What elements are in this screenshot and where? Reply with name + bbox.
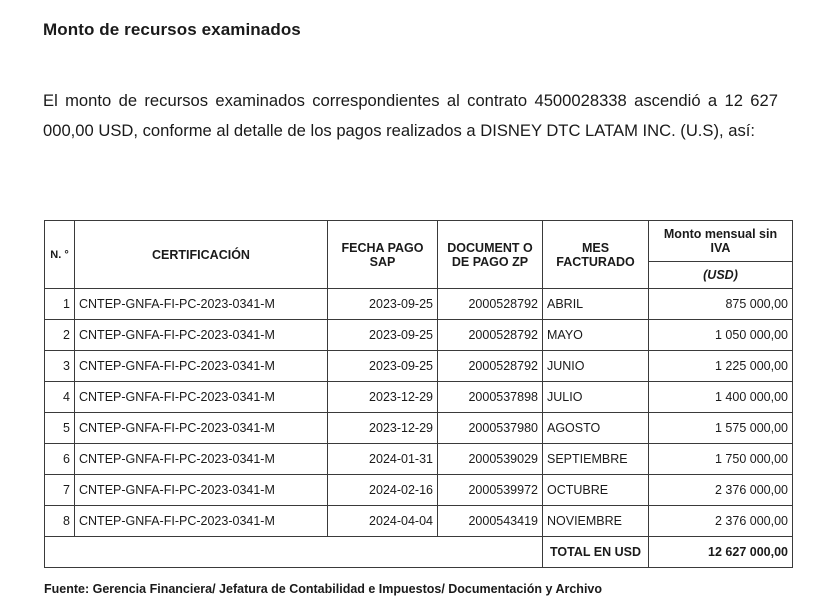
- row-mes-facturado: ABRIL: [543, 289, 649, 320]
- row-mes-facturado: JULIO: [543, 382, 649, 413]
- row-mes-facturado: JUNIO: [543, 351, 649, 382]
- row-number: 3: [45, 351, 75, 382]
- total-row: [45, 537, 793, 568]
- row-certificacion: CNTEP-GNFA-FI-PC-2023-0341-M: [75, 506, 328, 537]
- row-documento-pago: 2000539029: [438, 444, 543, 475]
- row-certificacion: CNTEP-GNFA-FI-PC-2023-0341-M: [75, 320, 328, 351]
- row-number: 4: [45, 382, 75, 413]
- row-number: 5: [45, 413, 75, 444]
- table-row: [45, 444, 793, 475]
- row-documento-pago: 2000537898: [438, 382, 543, 413]
- row-monto: 1 050 000,00: [649, 320, 793, 351]
- table-row: [45, 351, 793, 382]
- table-row: [45, 413, 793, 444]
- row-monto: 1 400 000,00: [649, 382, 793, 413]
- row-documento-pago: 2000543419: [438, 506, 543, 537]
- header-documento-pago: DOCUMENT O DE PAGO ZP: [438, 221, 543, 289]
- row-monto: 2 376 000,00: [649, 506, 793, 537]
- row-certificacion: CNTEP-GNFA-FI-PC-2023-0341-M: [75, 382, 328, 413]
- row-certificacion: CNTEP-GNFA-FI-PC-2023-0341-M: [75, 413, 328, 444]
- table-row: [45, 289, 793, 320]
- row-number: 8: [45, 506, 75, 537]
- table-row: [45, 320, 793, 351]
- intro-paragraph: El monto de recursos examinados correspondientes al contrato 4500028338 ascendió a 12 627 000,00 USD, conforme al detalle de los pagos realizados a DISNEY DTC LATAM INC. (U.S), así:: [43, 91, 778, 140]
- row-number: 1: [45, 289, 75, 320]
- row-mes-facturado: NOVIEMBRE: [543, 506, 649, 537]
- table-row: [45, 506, 793, 537]
- row-certificacion: CNTEP-GNFA-FI-PC-2023-0341-M: [75, 289, 328, 320]
- row-documento-pago: 2000537980: [438, 413, 543, 444]
- row-mes-facturado: AGOSTO: [543, 413, 649, 444]
- row-mes-facturado: OCTUBRE: [543, 475, 649, 506]
- payments-table: [44, 220, 793, 568]
- total-label: TOTAL EN USD: [543, 537, 649, 568]
- row-monto: 1 750 000,00: [649, 444, 793, 475]
- row-fecha-pago: 2023-09-25: [328, 289, 438, 320]
- row-number: 6: [45, 444, 75, 475]
- row-fecha-pago: 2024-04-04: [328, 506, 438, 537]
- header-unit: (USD): [649, 262, 793, 289]
- row-fecha-pago: 2023-12-29: [328, 382, 438, 413]
- total-spacer: [45, 537, 543, 568]
- row-mes-facturado: MAYO: [543, 320, 649, 351]
- row-fecha-pago: 2024-02-16: [328, 475, 438, 506]
- row-monto: 1 575 000,00: [649, 413, 793, 444]
- row-monto: 2 376 000,00: [649, 475, 793, 506]
- table-row: [45, 382, 793, 413]
- row-fecha-pago: 2023-09-25: [328, 320, 438, 351]
- row-fecha-pago: 2023-12-29: [328, 413, 438, 444]
- table-header-row: [45, 221, 793, 262]
- row-certificacion: CNTEP-GNFA-FI-PC-2023-0341-M: [75, 351, 328, 382]
- section-heading: Monto de recursos examinados: [43, 20, 301, 39]
- header-mes-facturado: MES FACTURADO: [543, 221, 649, 289]
- row-number: 2: [45, 320, 75, 351]
- row-documento-pago: 2000528792: [438, 351, 543, 382]
- row-fecha-pago: 2024-01-31: [328, 444, 438, 475]
- total-value: 12 627 000,00: [649, 537, 793, 568]
- header-monto: Monto mensual sin IVA: [649, 221, 793, 262]
- row-documento-pago: 2000528792: [438, 320, 543, 351]
- header-certificacion: CERTIFICACIÓN: [75, 221, 328, 289]
- row-documento-pago: 2000528792: [438, 289, 543, 320]
- row-mes-facturado: SEPTIEMBRE: [543, 444, 649, 475]
- table-row: [45, 475, 793, 506]
- row-monto: 875 000,00: [649, 289, 793, 320]
- row-certificacion: CNTEP-GNFA-FI-PC-2023-0341-M: [75, 475, 328, 506]
- header-fecha-pago: FECHA PAGO SAP: [328, 221, 438, 289]
- row-documento-pago: 2000539972: [438, 475, 543, 506]
- row-fecha-pago: 2023-09-25: [328, 351, 438, 382]
- row-certificacion: CNTEP-GNFA-FI-PC-2023-0341-M: [75, 444, 328, 475]
- header-n: N. °: [45, 221, 75, 289]
- row-number: 7: [45, 475, 75, 506]
- source-note: Fuente: Gerencia Financiera/ Jefatura de Contabilidad e Impuestos/ Documentación y Archivo: [44, 582, 603, 596]
- row-monto: 1 225 000,00: [649, 351, 793, 382]
